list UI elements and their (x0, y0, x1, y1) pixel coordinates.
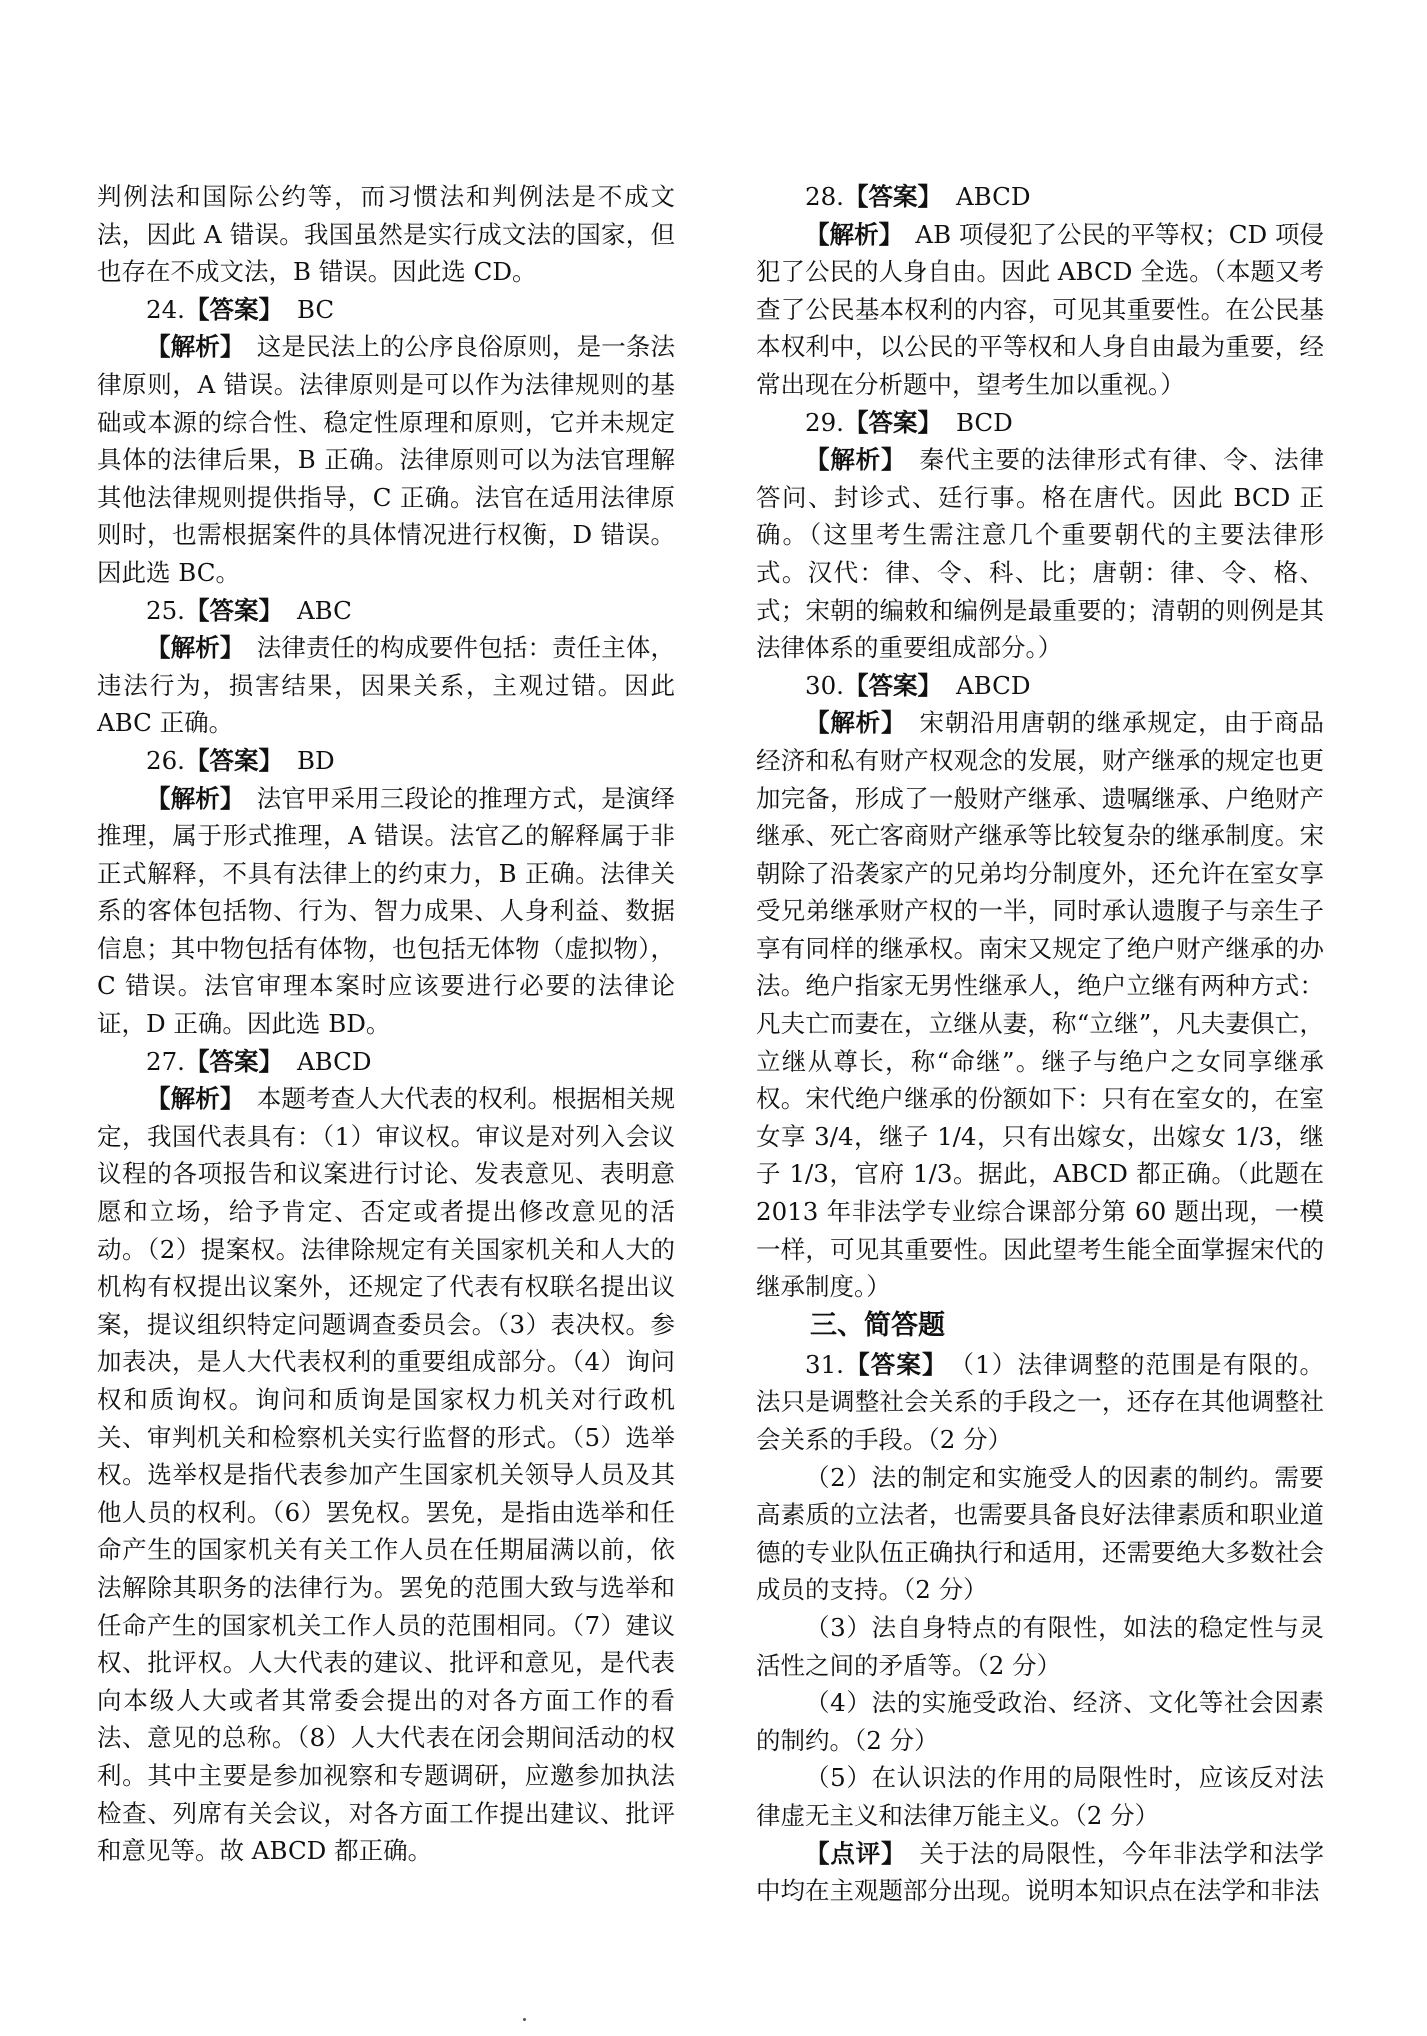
answer-point (756, 1609, 1324, 1684)
paragraph-text: 法律责任的构成要件包括：责任主体，违法行为，损害结果，因果关系，主观过错。因此 ABC 正确。 (97, 633, 676, 738)
answer-point (756, 1459, 1324, 1609)
answer-text: ABC (296, 595, 352, 625)
answer-tag: 【答案】 (843, 1349, 948, 1379)
answer-line (97, 1043, 675, 1081)
analysis-tag: 【解析】 (146, 783, 245, 813)
answer-line (97, 291, 675, 329)
analysis-paragraph (97, 629, 675, 742)
answer-tag: 【答案】 (184, 1046, 283, 1076)
answer-text: ABCD (955, 182, 1031, 211)
answer-point (756, 1684, 1324, 1759)
question-number: 26. (146, 745, 185, 775)
paragraph-text: 宋朝沿用唐朝的继承规定，由于商品经济和私有财产权观念的发展，财产继承的规定也更加完备，形成了一般财产继承、遗嘱继承、户绝财产继承、死亡客商财产继承等比较复杂的继承制度。宋朝除了沿袭家产的兄弟均分制度外，还允许在室女享受兄弟继承财产权的一半，同时承认遗腹子与亲生子享有同样的继承权。南宋又规定了绝户财产继承的办法。绝户指家无男性继承人，绝户立继有两种方式：凡夫亡而妻在，立继从妻，称“立继”，凡夫妻俱亡，立继从尊长，称“命继”。继子与绝户之女同享继承权。宋代绝户继承的份额如下：只有在室女的，在室女享 3/4，继子 1/4，只有出嫁女，出嫁女 1/3，继子 1/3，官府 1/3。据此，ABCD 都正确。（此题在 2013 年非法学专业综合课部分第 60 题出现，一模一样，可见其重要性。因此望考生能全面掌握宋代的继承制度。） (756, 708, 1325, 1302)
answer-line (756, 178, 1324, 216)
answer-line (756, 404, 1324, 442)
right-column (756, 178, 1324, 1910)
analysis-tag: 【解析】 (805, 708, 907, 738)
answer-text: （1）法律调整的范围是有限的。法只是调整社会关系的手段之一，还存在其他调整社会关系的手段。（2 分） (756, 1349, 1325, 1454)
answer-point (756, 1759, 1324, 1834)
answer-line (97, 742, 675, 780)
analysis-tag: 【解析】 (146, 332, 245, 362)
question-number: 29. (805, 407, 844, 437)
scan-speck (523, 2018, 526, 2021)
question-number: 31. (805, 1349, 844, 1379)
analysis-tag: 【点评】 (805, 1838, 907, 1868)
paragraph-text: 秦代主要的法律形式有律、令、法律答问、封诊式、廷行事。格在唐代。因此 BCD 正确。（这里考生需注意几个重要朝代的主要法律形式。汉代：律、令、科、比；唐朝：律、令、格、式；宋朝的编敕和编例是最重要的；清朝的则例是其法律体系的重要组成部分。） (756, 445, 1325, 663)
paragraph-text: 关于法的局限性，今年非法学和法学中均在主观题部分出现。说明本知识点在法学和非法 (756, 1838, 1325, 1906)
paragraph-text: （3）法自身特点的有限性，如法的稳定性与灵活性之间的矛盾等。（2 分） (756, 1612, 1324, 1680)
analysis-paragraph (97, 1080, 675, 1869)
paragraph-text: （5）在认识法的作用的局限性时，应该反对法律虚无主义和法律万能主义。（2 分） (756, 1763, 1324, 1830)
left-column (97, 178, 675, 1870)
paragraph-text: 法官甲采用三段论的推理方式，是演绎推理，属于形式推理，A 错误。法官乙的解释属于非正式解释，不具有法律上的约束力，B 正确。法律关系的客体包括物、行为、智力成果、人身利益、数据信息；其中物包括有体物，也包括无体物（虚拟物），C 错误。法官审理本案时应该要进行必要的法律论证，D 正确。因此选 BD。 (97, 783, 676, 1039)
paragraph-text: 判例法和国际公约等，而习惯法和判例法是不成文法，因此 A 错误。我国虽然是实行成文法的国家，但也存在不成文法，B 错误。因此选 CD。 (97, 182, 675, 287)
paragraph-text: （2）法的制定和实施受人的因素的制约。需要高素质的立法者，也需要具备良好法律素质和职业道德的专业队伍正确执行和适用，还需要绝大多数社会成员的支持。（2 分） (756, 1462, 1324, 1605)
answer-tag: 【答案】 (843, 670, 942, 700)
answer-text: ABCD (296, 1046, 372, 1076)
continued-paragraph (97, 178, 675, 291)
answer-tag: 【答案】 (843, 182, 942, 211)
analysis-tag: 【解析】 (805, 445, 907, 475)
answer-tag: 【答案】 (184, 294, 283, 324)
paragraph-text: 本题考查人大代表的权利。根据相关规定，我国代表具有：（1）审议权。审议是对列入会议议程的各项报告和议案进行讨论、发表意见、表明意愿和立场，给予肯定、否定或者提出修改意见的活动。（2）提案权。法律除规定有关国家机关和人大的机构有权提出议案外，还规定了代表有权联名提出议案，提议组织特定问题调查委员会。（3）表决权。参加表决，是人大代表权利的重要组成部分。（4）询问权和质询权。询问和质询是国家权力机关对行政机关、审判机关和检察机关实行监督的形式。（5）选举权。选举权是指代表参加产生国家机关领导人员及其他人员的权利。（6）罢免权。罢免，是指由选举和任命产生的国家机关有关工作人员在任期届满以前，依法解除其职务的法律行为。罢免的范围大致与选举和任命产生的国家机关工作人员的范围相同。（7）建议权、批评权。人大代表的建议、批评和意见，是代表向本级人大或者其常委会提出的对各方面工作的看法、意见的总称。（8）人大代表在闭会期间活动的权利。其中主要是参加视察和专题调研，应邀参加执法检查、列席有关会议，对各方面工作提出建议、批评和意见等。故 ABCD 都正确。 (97, 1084, 676, 1866)
answer-line (756, 1346, 1324, 1459)
analysis-paragraph (756, 441, 1324, 667)
paragraph-text: AB 项侵犯了公民的平等权；CD 项侵犯了公民的人身自由。因此 ABCD 全选。（本题又考查了公民基本权利的内容，可见其重要性。在公民基本权利中，以公民的平等权和人身自由最为重要，经常出现在分析题中，望考生加以重视。） (756, 219, 1324, 399)
section-heading (756, 1306, 1324, 1346)
analysis-paragraph (756, 216, 1324, 404)
answer-text: ABCD (955, 670, 1031, 700)
paragraph-text: （4）法的实施受政治、经济、文化等社会因素的制约。（2 分） (756, 1688, 1324, 1755)
analysis-paragraph (756, 1835, 1324, 1910)
question-number: 27. (146, 1046, 185, 1076)
question-number: 28. (805, 182, 844, 211)
answer-tag: 【答案】 (184, 745, 283, 775)
paragraph-text: 这是民法上的公序良俗原则，是一条法律原则，A 错误。法律原则是可以作为法律规则的基础或本源的综合性、稳定性原理和原则，它并未规定具体的法律后果，B 正确。法律原则可以为法官理解其他法律规则提供指导，C 正确。法官在适用法律原则时，也需根据案件的具体情况进行权衡，D 错误。因此选 BC。 (97, 332, 676, 587)
section-title: 三、简答题 (810, 1309, 945, 1341)
analysis-tag: 【解析】 (146, 633, 245, 663)
answer-line (97, 592, 675, 630)
analysis-paragraph (97, 328, 675, 591)
question-number: 25. (146, 595, 185, 625)
answer-line (756, 667, 1324, 705)
answer-tag: 【答案】 (843, 407, 942, 437)
answer-text: BC (296, 294, 335, 324)
answer-text: BD (296, 745, 335, 775)
analysis-tag: 【解析】 (146, 1084, 245, 1114)
answer-text: BCD (955, 407, 1013, 437)
answer-tag: 【答案】 (184, 595, 283, 625)
analysis-paragraph (756, 704, 1324, 1306)
analysis-tag: 【解析】 (805, 219, 904, 249)
analysis-paragraph (97, 780, 675, 1043)
question-number: 30. (805, 670, 844, 700)
question-number: 24. (146, 294, 185, 324)
